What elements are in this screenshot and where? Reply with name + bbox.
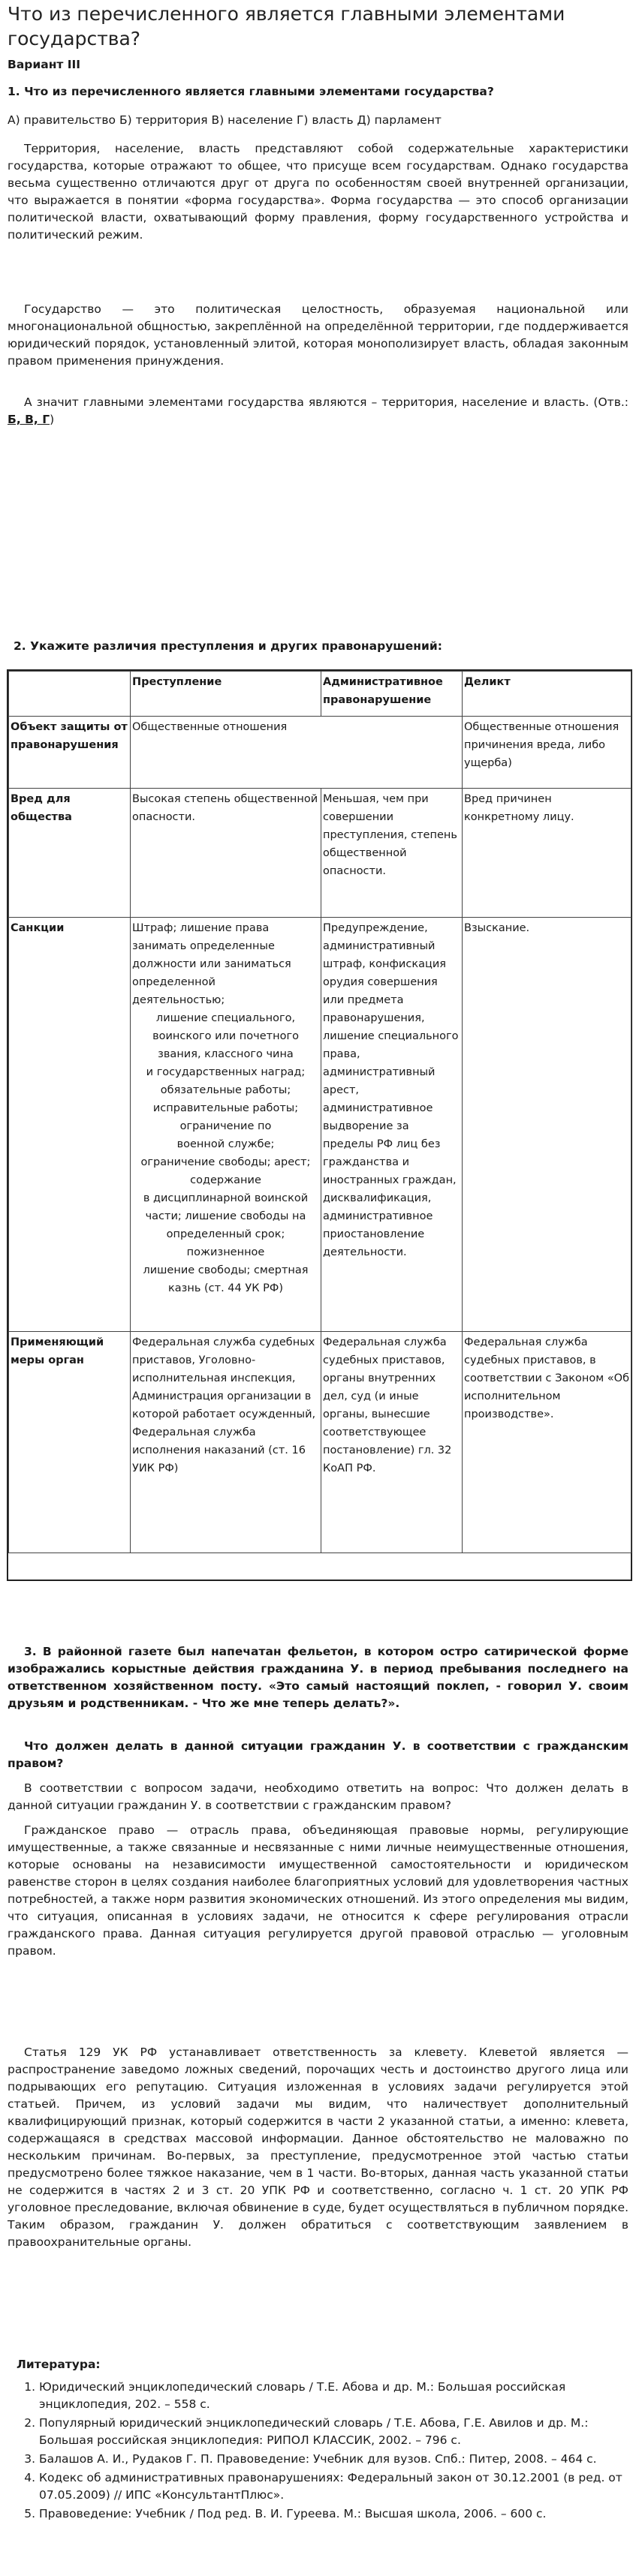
q2-heading: 2. Укажите различия преступления и других правонарушений: (14, 639, 442, 653)
page-title: Что из перечисленного является главными элементами государства? (8, 3, 565, 50)
q1-options: А) правительство Б) территория В) население Г) власть Д) парламент (8, 113, 442, 127)
table-row-object (9, 717, 631, 789)
q3-paragraph-2: Гражданское право — отрасль права, объединяющая правовые нормы, регулирующие имущественные, а также связанные и несвязанные с ними личные неимущественные отношения, которые основаны на независимости имущественной самостоятельности и юридическом равенстве сторон в целях создания наиболее благоприятных условий для удовлетворения частных потребностей, а также норм развития экономических отношений. Из этого определения мы видим, что ситуация, описанная в условиях задачи, не относится к сфере регулирования отрасли гражданского права. Данная ситуация регулируется другой правовой отраслью — уголовным правом. (8, 1823, 628, 1958)
table-row-authority (9, 1332, 631, 1553)
q3-question: Что должен делать в данной ситуации гражданин У. в соответствии с гражданским правом? (8, 1739, 628, 1770)
literature-list (8, 2379, 623, 2523)
header-cell-empty (9, 672, 131, 717)
row-label-authority: Применяющий меры орган (9, 1332, 131, 1553)
cell-harm-delict: Вред причинен конкретному лицу. (463, 789, 631, 918)
sanction-line: занимать определенные (132, 940, 275, 952)
literature-item: 3. Балашов А. И., Рудаков Г. П. Правоведение: Учебник для вузов. Спб.: Питер, 2008. – 464 с. (39, 2451, 623, 2468)
cell-sanctions-admin: Предупреждение, административный штраф, конфискация орудия совершения или предмета правонарушения, лишение специального права, административный арест, административное выдворение за пределы РФ лиц без гражданства и иностранных граждан, дисквалификация, административное приостановление деятельности. (321, 918, 463, 1332)
literature-item: 1. Юридический энциклопедический словарь / Т.Е. Абова и др. М.: Большая российская энциклопедия, 202. – 558 с. (39, 2379, 623, 2413)
sanction-line: воинского или почетного (152, 1030, 299, 1042)
sanction-line: и государственных наград; (146, 1066, 306, 1078)
cell-object-delict: Общественные отношения причинения вреда, либо ущерба) (463, 717, 631, 789)
sanction-line: лишение свободы; смертная (143, 1264, 309, 1276)
row-label-harm: Вред для общества (9, 789, 131, 918)
q1-answer: Б, В, Г (8, 413, 50, 426)
q1-conclusion-text: А значит главными элементами государства являются – территория, население и власть. (Отв.: (24, 395, 628, 409)
row-label-object: Объект защиты от правонарушения (9, 717, 131, 789)
q1-conclusion-end: ) (50, 413, 55, 426)
variant-label: Вариант III (8, 58, 81, 71)
sanction-line: содержание (190, 1174, 261, 1186)
cell-authority-delict: Федеральная служба судебных приставов, в соответствии с Законом «Об исполнительном производстве». (463, 1332, 631, 1553)
cell-sanctions-delict: Взыскание. (463, 918, 631, 1332)
cell-harm-crime: Высокая степень общественной опасности. (131, 789, 321, 918)
cell-object-merged: Общественные отношения (131, 717, 463, 789)
q3-paragraph-3: Статья 129 УК РФ устанавливает ответственность за клевету. Клеветой является — распространение заведомо ложных сведений, порочащих честь и достоинство другого лица или подрывающих его репутацию. Ситуация изложенная в условиях задачи регулируется этой статьей. Причем, из условий задачи мы видим, что наличествует дополнительный квалифицирующий признак, который содержится в части 2 указанной статьи, а именно: клевета, содержащаяся в средствах массовой информации. Данное обстоятельство не маловажно по нескольким причинам. Во-первых, за преступление, предусмотренное этой частью статьи предусмотрено более тяжкое наказание, чем в 1 части. Во-вторых, данная часть указанной статьи не содержится в частях 2 и 3 ст. 20 УПК РФ и соответственно, согласно ч. 1 ст. 20 УПК РФ уголовное преследование, включая обвинение в суде, будет осуществляться в публичном порядке. Таким образом, гражданин У. должен обратиться с соответствующим заявлением в правоохранительные органы. (8, 2045, 628, 2249)
sanction-line: звания, классного чина (158, 1048, 294, 1060)
table-row-harm (9, 789, 631, 918)
comparison-table (8, 671, 631, 1553)
q3-paragraph-1: В соответствии с вопросом задачи, необходимо ответить на вопрос: Что должен делать в данной ситуации гражданин У. в соответствии с гражданским правом? (8, 1781, 628, 1812)
sanction-line: определенный срок; (166, 1228, 285, 1240)
cell-harm-admin: Меньшая, чем при совершении преступления, степень общественной опасности. (321, 789, 463, 918)
cell-sanctions-crime (131, 918, 321, 1332)
sanction-line: ограничение по (179, 1120, 272, 1132)
q1-heading: 1. Что из перечисленного является главными элементами государства? (8, 85, 494, 98)
table-row-sanctions (9, 918, 631, 1332)
header-cell-crime: Преступление (131, 672, 321, 717)
sanction-line: военной службе; (176, 1138, 275, 1150)
sanction-line: должности или заниматься (132, 958, 291, 970)
page-title-block (8, 2, 628, 51)
cell-authority-admin: Федеральная служба судебных приставов, органы внутренних дел, суд (и иные органы, вынесшие соответствующее постановление) гл. 32 КоАП РФ. (321, 1332, 463, 1553)
sanction-line: определенной (132, 976, 216, 988)
sanction-line: лишение специального, (155, 1012, 296, 1024)
header-cell-delict: Деликт (463, 672, 631, 717)
sanction-line: в дисциплинарной воинской (143, 1192, 309, 1204)
sanction-line: деятельностью; (132, 994, 225, 1006)
q1-paragraph-3 (8, 394, 628, 428)
cell-authority-crime: Федеральная служба судебных приставов, Уголовно-исполнительная инспекция, Администрация организации в которой работает осужденный, Федеральная служба исполнения наказаний (ст. 16 УИК РФ) (131, 1332, 321, 1553)
table-header-row (9, 672, 631, 717)
q1-paragraph-2: Государство — это политическая целостность, образуемая национальной или многонациональной общностью, закреплённой на определённой территории, где поддерживается юридический порядок, установленный элитой, которая монополизирует власть, обладая законным правом применения принуждения. (8, 302, 628, 368)
sanction-line: обязательные работы; (160, 1084, 291, 1096)
q3-heading: 3. В районной газете был напечатан фельетон, в котором остро сатирической форме изображались корыстные действия гражданина У. в период пребывания последнего на ответственном хозяйственном посту. «Это самый настоящий поклеп, - говорил У. своим друзьям и родственникам. - Что же мне теперь делать?». (8, 1645, 628, 1710)
literature-item: 4. Кодекс об административных правонарушениях: Федеральный закон от 30.12.2001 (в ред. от 07.05.2009) // ИПС «КонсультантПлюс». (39, 2469, 623, 2504)
sanction-line: казнь (ст. 44 УК РФ) (168, 1282, 283, 1294)
comparison-table-frame (7, 669, 632, 1581)
q1-paragraph-1: Территория, население, власть представляют собой содержательные характеристики государства, которые отражают то общее, что присуще всем государствам. Однако государства весьма существенно отличаются друг от друга по особенностям своей внутренней организации, что выражается в понятии «форма государства». Форма государства — это способ организации политической власти, охватывающий форму правления, форму государственного устройства и политический режим. (8, 142, 628, 242)
literature-item: 5. Правоведение: Учебник / Под ред. В. И. Гуреева. М.: Высшая школа, 2006. – 600 с. (39, 2505, 623, 2523)
literature-heading: Литература: (17, 2358, 101, 2371)
row-label-sanctions: Санкции (9, 918, 131, 1332)
sanction-line: исправительные работы; (152, 1102, 299, 1114)
sanction-line: пожизненное (186, 1246, 265, 1258)
sanction-line: Штраф; лишение права (132, 922, 270, 934)
literature-item: 2. Популярный юридический энциклопедический словарь / Т.Е. Абова, Г.Е. Авилов и др. М.: Большая российская энциклопедия: РИПОЛ КЛАССИК, 2002. – 796 с. (39, 2415, 623, 2449)
literature-list-block (8, 2379, 623, 2524)
sanction-line: ограничение свободы; арест; (140, 1156, 311, 1168)
sanction-line: части; лишение свободы на (145, 1210, 306, 1222)
header-cell-admin: Административное правонарушение (321, 672, 463, 717)
